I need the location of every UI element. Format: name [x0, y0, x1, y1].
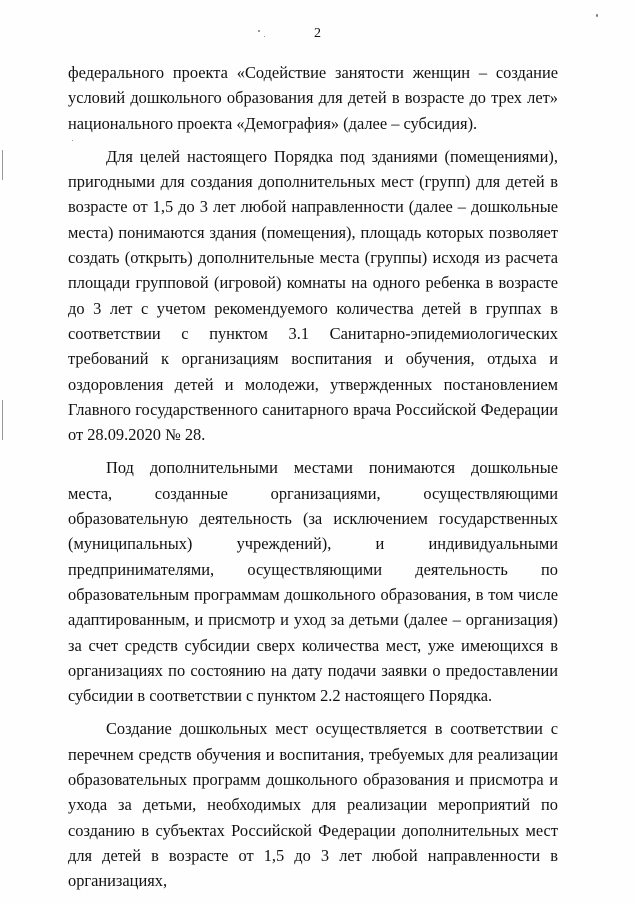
- scan-speck: [596, 14, 598, 17]
- page-number: 2: [314, 26, 321, 41]
- paragraph-definition-additional-places: Под дополнительными местами понимаются дошкольные места, созданные организациями, осуществляющими образовательную деятельность (за исключением государственных (муниципальных) учреждений), и индивидуальными предпринимателями, осуществляющими деятельность по образовательным программам дошкольного образования, в том числе адаптированным, и присмотр и уход за детьми (далее – организация) за счет средств субсидии сверх количества мест, уже имеющихся в организациях по состоянию на дату подачи заявки о предоставлении субсидии в соответствии с пунктом 2.2 настоящего Порядка.: [68, 458, 558, 706]
- scan-speck: [264, 36, 265, 37]
- scan-edge-mark: [2, 150, 3, 180]
- scan-speck: [72, 140, 73, 141]
- document-body: [68, 60, 558, 894]
- paragraph-continuation: федерального проекта «Содействие занятости женщин – создание условий дошкольного образования для детей в возрасте до трех лет» национального проекта «Демография» (далее – субсидия).: [68, 63, 558, 133]
- scan-edge-mark: [2, 400, 3, 440]
- scan-speck: [258, 30, 260, 32]
- paragraph-definition-buildings: Для целей настоящего Порядка под зданиями (помещениями), пригодными для создания дополнительных мест (групп) для детей в возрасте от 1,5 до 3 лет любой направленности (далее – дошкольные места) понимаются здания (помещения), площадь которых позволяет создать (открыть) дополнительные места (группы) исходя из расчета площади групповой (игровой) комнаты на одного ребенка в возрасте до 3 лет с учетом рекомендуемого количества детей в группах в соответствии с пунктом 3.1 Санитарно-эпидемиологических требований к организациям воспитания и обучения, отдыха и оздоровления детей и молодежи, утвержденных постановлением Главного государственного санитарного врача Российской Федерации от 28.09.2020 № 28.: [68, 146, 558, 445]
- paragraph-creation-of-places: Создание дошкольных мест осуществляется в соответствии с перечнем средств обучения и воспитания, требуемых для реализации образовательных программ дошкольного образования и присмотра и ухода за детьми, необходимых для реализации мероприятий по созданию в субъектах Российской Федерации дополнительных мест для детей в возрасте от 1,5 до 3 лет любой направленности в организациях,: [68, 719, 558, 891]
